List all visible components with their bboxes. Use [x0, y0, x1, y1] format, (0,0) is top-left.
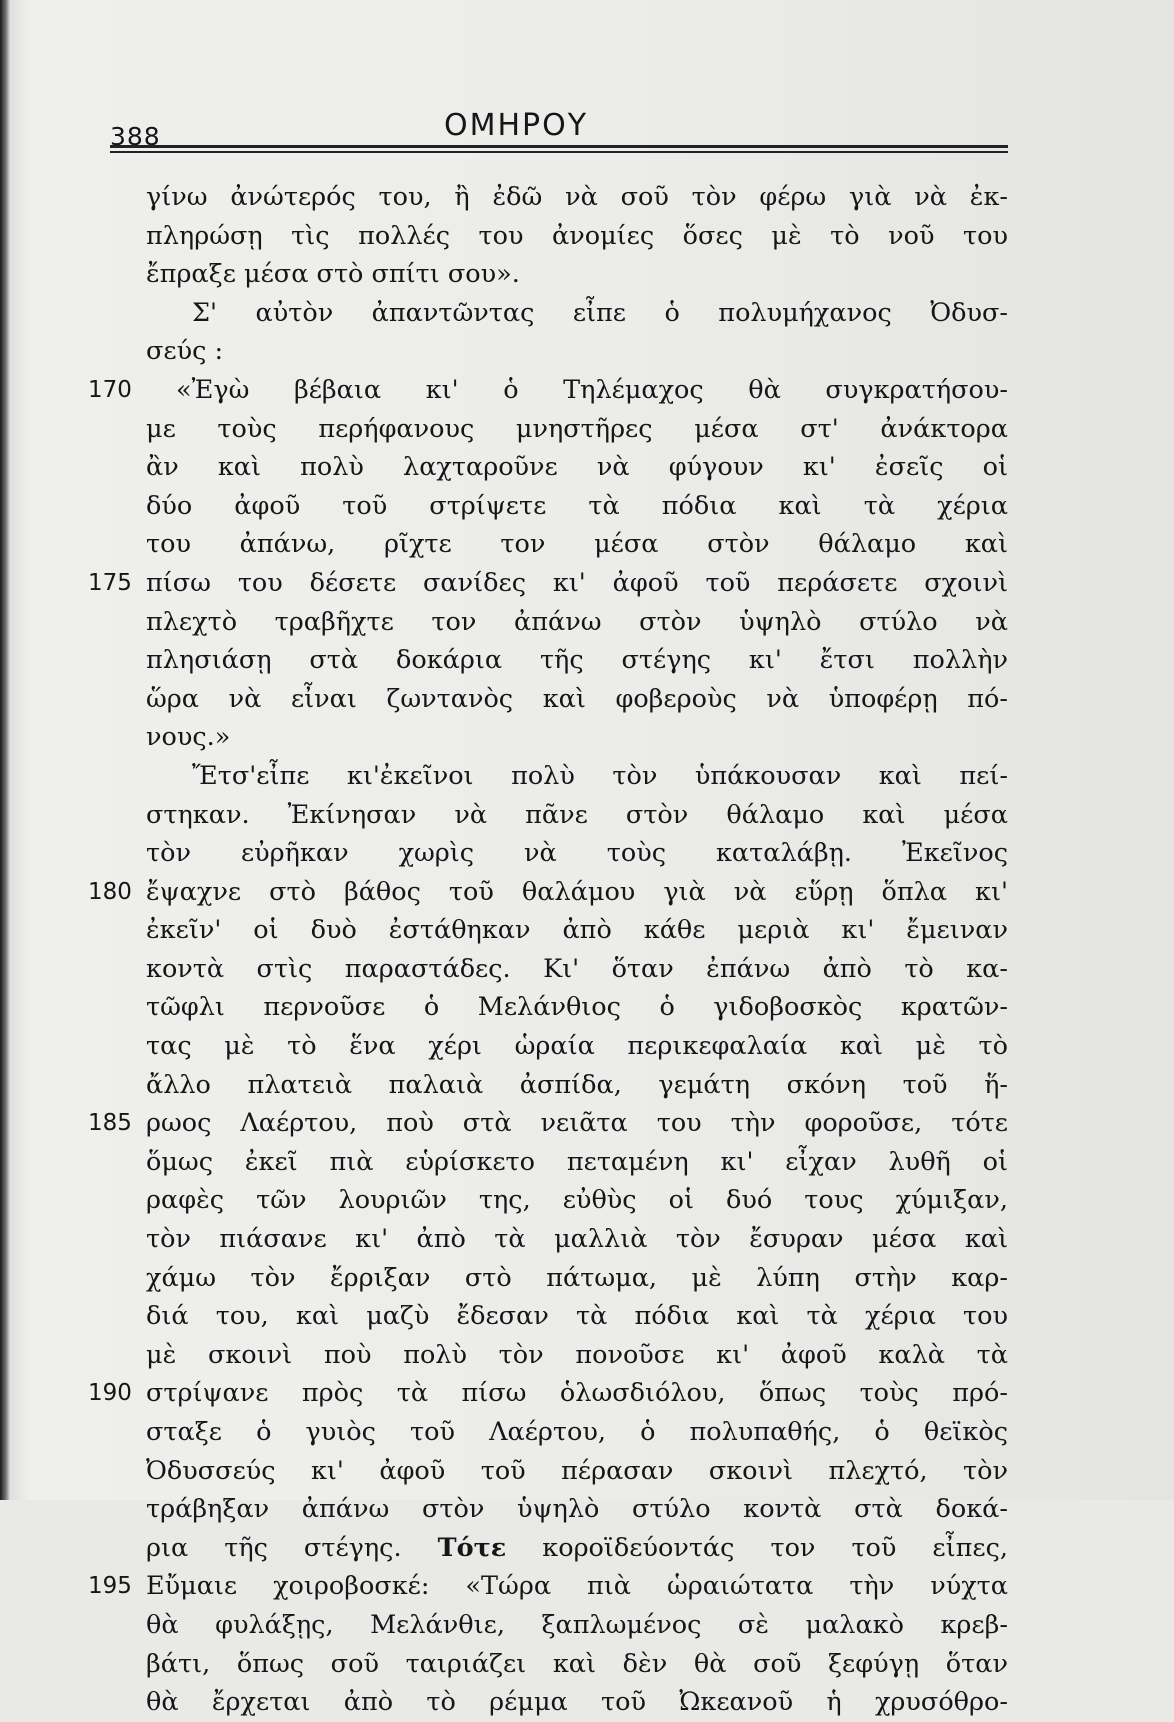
text-line	[146, 332, 1008, 371]
line-text: του ἀπάνω, ρῖχτε τον μέσα στὸν θάλαμο καὶ	[146, 529, 1008, 560]
text-line	[146, 1452, 1008, 1491]
line-text: κοντὰ στὶς παραστάδες. Κι' ὅταν ἐπάνω ἀπὸ τὸ κα-	[146, 953, 1008, 984]
text-line	[146, 1490, 1008, 1529]
line-text: ὅμως ἐκεῖ πιὰ εὑρίσκετο πεταμένη κι' εἶχαν λυθῆ οἱ	[146, 1146, 1008, 1177]
line-text: ραφὲς τῶν λουριῶν της, εὐθὺς οἱ δυό τους χύμιξαν,	[146, 1185, 1008, 1216]
line-text: Ὀδυσσεύς κι' ἀφοῦ τοῦ πέρασαν σκοινὶ πλεχτό, τὸν	[146, 1455, 1008, 1486]
text-line	[146, 1181, 1008, 1220]
line-number: 175	[88, 569, 132, 596]
text-line	[146, 1143, 1008, 1182]
line-text: «Ἐγὼ βέβαια κι' ὁ Τηλέμαχος θὰ συγκρατήσου-	[176, 374, 1008, 405]
line-number: 195	[88, 1573, 132, 1600]
text-line	[146, 217, 1008, 256]
text-line	[146, 641, 1008, 680]
text-line	[146, 1606, 1008, 1645]
line-text: ἐκεῖν' οἱ δυὸ ἐστάθηκαν ἀπὸ κάθε μεριὰ κι' ἔμειναν	[146, 915, 1008, 946]
text-line	[146, 487, 1008, 526]
line-text: πλεχτὸ τραβῆχτε τον ἀπάνω στὸν ὑψηλὸ στύλο νὰ	[146, 606, 1008, 637]
line-text: νους.»	[146, 722, 231, 753]
text-line	[146, 603, 1008, 642]
line-text: ἂν καὶ πολὺ λαχταροῦνε νὰ φύγουν κι' ἐσεῖς οἱ	[146, 452, 1008, 483]
line-number: 190	[88, 1380, 132, 1407]
line-text: πλησιάσῃ στὰ δοκάρια τῆς στέγης κι' ἔτσι πολλὴν	[146, 645, 1008, 676]
line-text: τράβηξαν ἀπάνω στὸν ὑψηλὸ στύλο κοντὰ στὰ δοκά-	[146, 1494, 1008, 1525]
text-line	[146, 1683, 1008, 1722]
text-line	[146, 1645, 1008, 1684]
text-line	[146, 1027, 1008, 1066]
line-number: 180	[88, 878, 132, 905]
line-text: θὰ φυλάξῃς, Μελάνθιε, ξαπλωμένος σὲ μαλακὸ κρεβ-	[146, 1609, 1008, 1640]
text-line	[146, 294, 1008, 333]
text-line	[146, 1413, 1008, 1452]
text-line	[146, 1336, 1008, 1375]
text-line	[146, 178, 1008, 217]
line-text: βάτι, ὅπως σοῦ ταιριάζει καὶ δὲν θὰ σοῦ ξεφύγῃ ὅταν	[146, 1648, 1008, 1679]
text-line	[146, 448, 1008, 487]
line-text: διά του, καὶ μαζὺ ἔδεσαν τὰ πόδια καὶ τὰ χέρια του	[146, 1301, 1008, 1332]
line-text: πληρώσῃ τὶς πολλές του ἀνομίες ὅσες μὲ τὸ νοῦ του	[146, 220, 1008, 251]
line-number: 170	[88, 376, 132, 403]
text-line	[146, 1220, 1008, 1259]
running-head: ΟΜΗΡΟΥ	[444, 108, 589, 143]
text-line	[146, 911, 1008, 950]
text-line	[146, 255, 1008, 294]
text-line	[88, 1374, 1008, 1413]
text-line	[88, 873, 1008, 912]
text-line	[88, 564, 1008, 603]
line-text: θὰ ἔρχεται ἀπὸ τὸ ρέμμα τοῦ Ὠκεανοῦ ἡ χρυσόθρο-	[146, 1687, 1008, 1718]
line-text: κοροϊδεύοντάς τον τοῦ εἶπες,	[506, 1532, 1008, 1563]
text-line	[146, 1066, 1008, 1105]
text-line	[88, 1567, 1008, 1606]
book-spine-shadow	[0, 0, 10, 1500]
line-text: ρωος Λαέρτου, ποὺ στὰ νειᾶτα του τὴν φοροῦσε, τότε	[146, 1108, 1008, 1139]
line-text: Εὔμαιε χοιροβοσκέ: «Τώρα πιὰ ὡραιώτατα τὴν νύχτα	[146, 1571, 1008, 1602]
text-line	[146, 1297, 1008, 1336]
line-text: γίνω ἀνώτερός του, ἢ ἐδῶ νὰ σοῦ τὸν φέρω γιὰ νὰ ἐκ-	[146, 182, 1008, 212]
line-text: σεύς :	[146, 336, 224, 367]
line-text: Ἔτσ'εἶπε κι'ἐκεῖνοι πολὺ τὸν ὑπάκουσαν καὶ πεί-	[192, 760, 1008, 791]
line-text: ἄλλο πλατειὰ παλαιὰ ἀσπίδα, γεμάτη σκόνη τοῦ ἥ-	[146, 1069, 1008, 1100]
text-line	[146, 680, 1008, 719]
line-text: ὥρα νὰ εἶναι ζωντανὸς καὶ φοβεροὺς νὰ ὑποφέρῃ πό-	[146, 683, 1008, 714]
text-line	[146, 988, 1008, 1027]
text-line	[88, 1104, 1008, 1143]
line-text: στηκαν. Ἐκίνησαν νὰ πᾶνε στὸν θάλαμο καὶ μέσα	[146, 799, 1008, 830]
line-text: τὸν πιάσανε κι' ἀπὸ τὰ μαλλιὰ τὸν ἔσυραν μέσα καὶ	[146, 1224, 1008, 1255]
line-text: ρια τῆς στέγης.	[146, 1532, 438, 1563]
text-line	[146, 525, 1008, 564]
text-line	[88, 371, 1008, 410]
text-line	[146, 757, 1008, 796]
line-text: σταξε ὁ γυιὸς τοῦ Λαέρτου, ὁ πολυπαθής, ὁ θεϊκὸς	[146, 1417, 1008, 1447]
text-line	[146, 410, 1008, 449]
line-text: πίσω του δέσετε σανίδες κι' ἀφοῦ τοῦ περάσετε σχοινὶ	[146, 567, 1008, 598]
line-text: με τοὺς περήφανους μνηστῆρες μέσα στ' ἀνάκτορα	[146, 413, 1008, 444]
line-text: τὸν εὐρῆκαν χωρὶς νὰ τοὺς καταλάβῃ. Ἐκεῖνος	[146, 838, 1008, 869]
header-rule	[110, 145, 1008, 153]
line-text-bold: Τότε	[437, 1532, 507, 1563]
line-text: στρίψανε πρὸς τὰ πίσω ὁλωσδιόλου, ὅπως τοὺς πρό-	[146, 1378, 1008, 1409]
body-text	[88, 178, 1008, 1722]
line-text: τῶφλι περνοῦσε ὁ Μελάνθιος ὁ γιδοβοσκὸς κρατῶν-	[146, 992, 1008, 1023]
line-text: ἔψαχνε στὸ βάθος τοῦ θαλάμου γιὰ νὰ εὕρῃ ὅπλα κι'	[146, 876, 1008, 907]
text-line	[146, 834, 1008, 873]
line-text: μὲ σκοινὶ ποὺ πολὺ τὸν πονοῦσε κι' ἀφοῦ καλὰ τὰ	[146, 1339, 1008, 1370]
line-text: τας μὲ τὸ ἕνα χέρι ὡραία περικεφαλαία καὶ μὲ τὸ	[146, 1031, 1008, 1062]
text-line	[146, 950, 1008, 989]
line-text: δύο ἀφοῦ τοῦ στρίψετε τὰ πόδια καὶ τὰ χέρια	[146, 490, 1008, 521]
line-text: χάμω τὸν ἔρριξαν στὸ πάτωμα, μὲ λύπη στὴν καρ-	[146, 1262, 1008, 1293]
line-text: ἔπραξε μέσα στὸ σπίτι σου».	[146, 259, 520, 290]
page-number: 388	[110, 122, 161, 151]
text-line	[146, 796, 1008, 835]
text-line	[146, 718, 1008, 757]
text-line	[146, 1259, 1008, 1298]
text-line	[146, 1529, 1008, 1568]
line-number: 185	[88, 1110, 132, 1137]
line-text: Σ' αὐτὸν ἀπαντῶντας εἶπε ὁ πολυμήχανος Ὀδυσ-	[192, 297, 1008, 328]
